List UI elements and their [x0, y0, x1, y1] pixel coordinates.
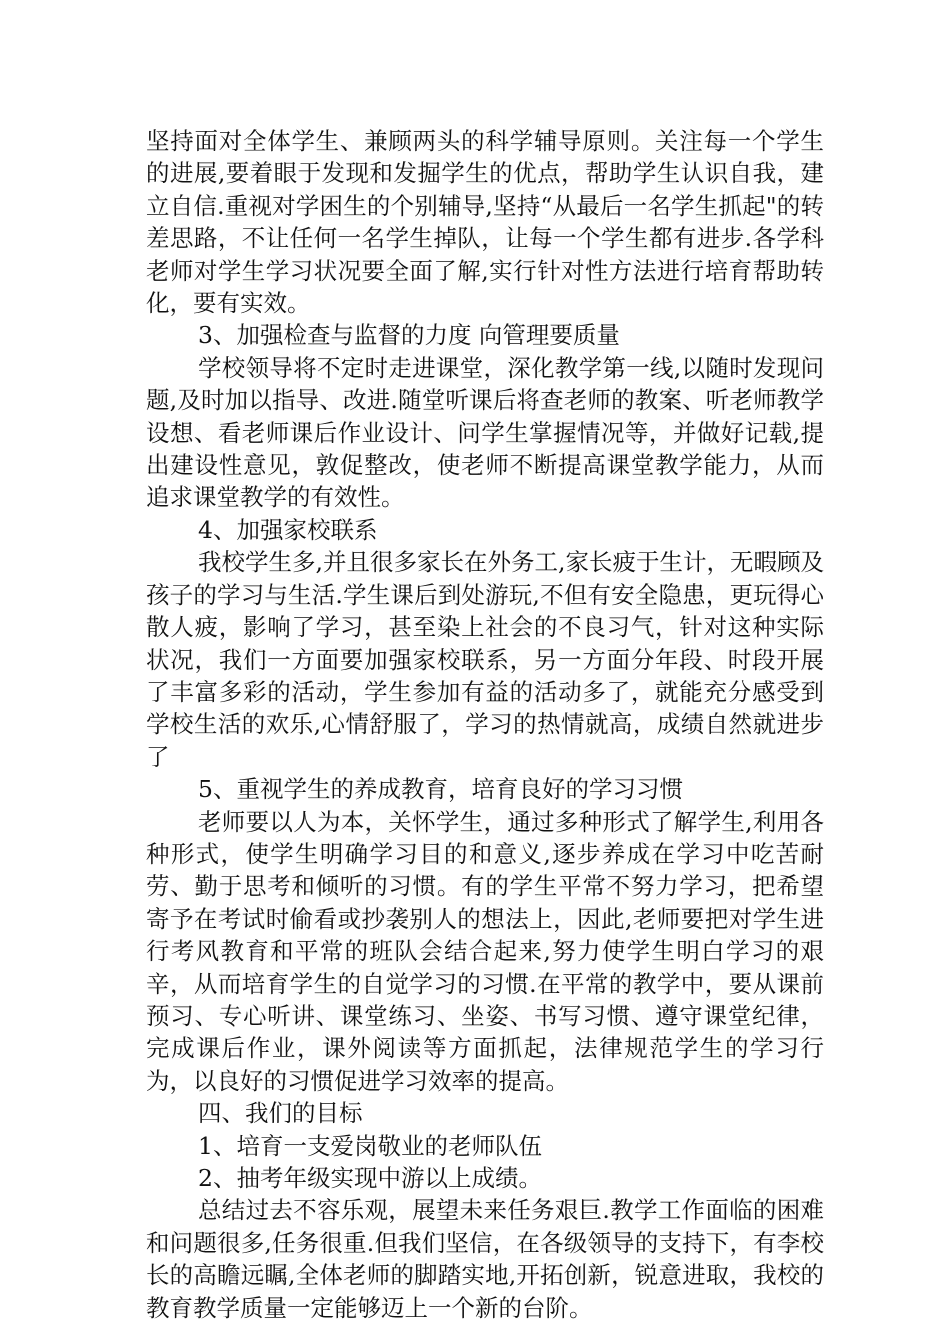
- document-page: [146, 125, 824, 1324]
- paragraph-1: 坚持面对全体学生、兼顾两头的科学辅导原则。关注每一个学生的进展,要着眼于发现和发掘学生的优点，帮助学生认识自我，建立自信.重视对学困生的个别辅导,坚持“从最后一名学生抓起"的转差思路，不让任何一名学生掉队，让每一个学生都有进步.各学科老师对学生学习状况要全面了解,实行针对性方法进行培育帮助转化，要有实效。: [146, 127, 824, 318]
- paragraph-conclusion: 总结过去不容乐观，展望未来任务艰巨.教学工作面临的困难和问题很多,任务很重.但我们坚信，在各级领导的支持下，有李校长的高瞻远瞩,全体老师的脚踏实地,开拓创新，锐意进取，我校的教育教学质量一定能够迈上一个新的台阶。: [146, 1196, 824, 1322]
- paragraph-habits-body: 老师要以人为本，关怀学生，通过多种形式了解学生,利用各种形式，使学生明确学习目的和意义,逐步养成在学习中吃苦耐劳、勤于思考和倾听的习惯。有的学生平常不努力学习，把希望寄予在考试时偷看或抄袭别人的想法上，因此,老师要把对学生进行考风教育和平常的班队会结合起来,努力使学生明白学习的艰辛，从而培育学生的自觉学习的习惯.在平常的教学中，要从课前预习、专心听讲、课堂练习、坐姿、书写习惯、遵守课堂纪律，完成课后作业，课外阅读等方面抓起，法律规范学生的学习行为，以良好的习惯促进学习效率的提高。: [146, 807, 824, 1095]
- heading-3-inspection: 3、加强检查与监督的力度 向管理要质量: [198, 321, 620, 350]
- heading-4-home-school: 4、加强家校联系: [198, 515, 378, 544]
- paragraph-home-school-body: 我校学生多,并且很多家长在外务工,家长疲于生计，无暇顾及孩子的学习与生活.学生课后到处游玩,不但有安全隐患，更玩得心散人疲，影响了学习，甚至染上社会的不良习气，针对这种实际状况，我们一方面要加强家校联系，另一方面分年段、时段开展了丰富多彩的活动，学生参加有益的活动多了，就能充分感受到学校生活的欢乐,心情舒服了，学习的热情就高，成绩自然就进步了: [146, 548, 824, 771]
- paragraph-inspection-body: 学校领导将不定时走进课堂，深化教学第一线,以随时发现问题,及时加以指导、改进.随堂听课后将查老师的教案、听老师教学设想、看老师课后作业设计、问学生掌握情况等，并做好记载,提出建设性意见，敦促整改，使老师不断提高课堂教学能力，从而追求课堂教学的有效性。: [146, 353, 824, 512]
- heading-goals: 四、我们的目标: [198, 1099, 363, 1128]
- goal-item-2: 2、抽考年级实现中游以上成绩。: [198, 1164, 542, 1192]
- heading-5-habits: 5、重视学生的养成教育，培育良好的学习习惯: [198, 775, 683, 804]
- goal-item-1: 1、培育一支爱岗敬业的老师队伍: [198, 1131, 542, 1160]
